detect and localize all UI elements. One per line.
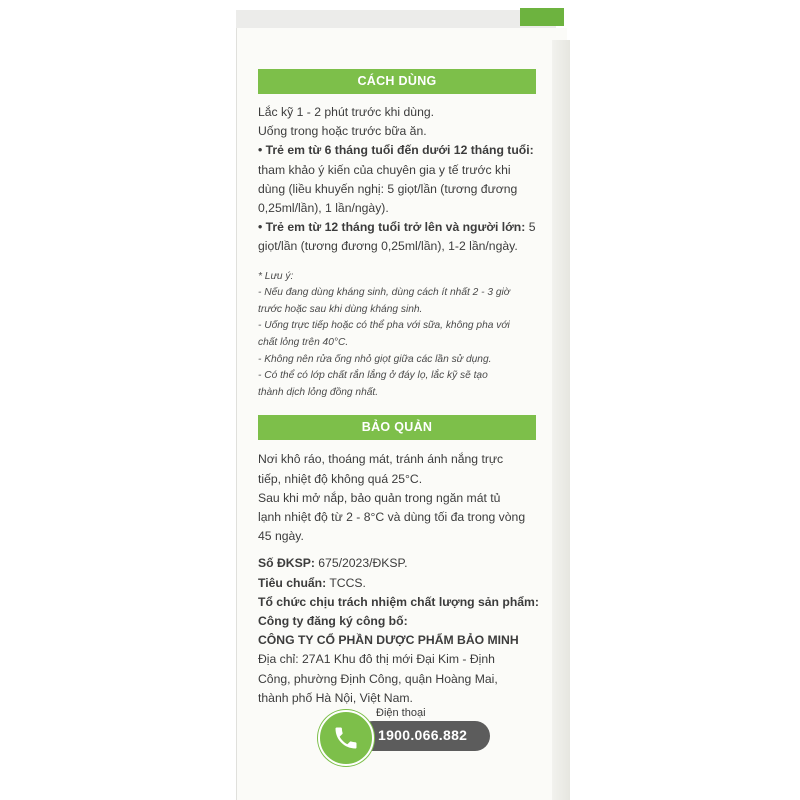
storage-line: Sau khi mở nắp, bảo quản trong ngăn mát tủ bbox=[258, 490, 501, 505]
usage-bullet-line: tham khảo ý kiến của chuyên gia y tế trước khi bbox=[258, 162, 511, 177]
note-line: trước hoặc sau khi dùng kháng sinh. bbox=[258, 303, 423, 315]
address-line: thành phố Hà Nội, Việt Nam. bbox=[258, 690, 413, 705]
note-line: * Lưu ý: bbox=[258, 270, 294, 282]
standard-value: TCCS. bbox=[326, 575, 366, 590]
note-line: - Uống trực tiếp hoặc có thể pha với sữa, không pha với bbox=[258, 320, 510, 332]
note-line: - Có thể có lớp chất rắn lắng ở đáy lọ, lắc kỹ sẽ tạo bbox=[258, 370, 488, 382]
usage-note bbox=[258, 269, 536, 402]
section-header-storage: BẢO QUẢN bbox=[258, 415, 536, 440]
usage-bullet2-head-row bbox=[258, 218, 536, 237]
registrant-label: Công ty đăng ký công bố: bbox=[258, 614, 408, 628]
phone-icon-circle bbox=[318, 710, 374, 766]
dksp-value: 675/2023/ĐKSP. bbox=[314, 556, 408, 571]
product-meta bbox=[258, 554, 539, 708]
usage-bullet-head: • Trẻ em từ 6 tháng tuổi đến dưới 12 tháng tuổi: bbox=[258, 143, 534, 158]
storage-body bbox=[258, 450, 536, 546]
note-line: - Không nên rửa ống nhỏ giọt giữa các lần sử dụng. bbox=[258, 353, 492, 365]
storage-line: Nơi khô ráo, thoáng mát, tránh ánh nắng trực bbox=[258, 452, 504, 467]
company-name: CÔNG TY CỔ PHẦN DƯỢC PHẨM BẢO MINH bbox=[258, 633, 519, 648]
phone-number: 1900.066.882 bbox=[378, 727, 468, 743]
storage-section bbox=[258, 415, 536, 546]
usage-line: Uống trong hoặc trước bữa ăn. bbox=[258, 124, 427, 139]
usage-bullet-line: dùng (liều khuyến nghị: 5 giọt/lần (tương đương bbox=[258, 181, 518, 196]
storage-line: lạnh nhiệt độ từ 2 - 8°C và dùng tối đa trong vòng bbox=[258, 509, 526, 524]
address-line: Công, phường Định Công, quận Hoàng Mai, bbox=[258, 671, 498, 686]
note-line: thành dịch lỏng đồng nhất. bbox=[258, 386, 379, 398]
box-top-green-strip bbox=[520, 8, 564, 26]
label-content bbox=[258, 69, 539, 708]
storage-line: 45 ngày. bbox=[258, 529, 304, 544]
address-line: Địa chỉ: 27A1 Khu đô thị mới Đại Kim - Định bbox=[258, 652, 495, 667]
usage-bullet-head-tail: 5 bbox=[525, 220, 536, 235]
section-header-usage: CÁCH DÙNG bbox=[258, 69, 536, 94]
standard-label: Tiêu chuẩn: bbox=[258, 575, 327, 590]
box-side-edge bbox=[552, 40, 570, 800]
usage-bullet-line: 0,25ml/lần), 1 lần/ngày). bbox=[258, 201, 389, 216]
dksp-row bbox=[258, 554, 536, 573]
usage-body bbox=[258, 103, 536, 257]
storage-line: tiếp, nhiệt độ không quá 25°C. bbox=[258, 471, 423, 486]
phone-label: Điện thoại bbox=[376, 707, 426, 719]
usage-bullet-head: • Trẻ em từ 12 tháng tuổi trở lên và người lớn: bbox=[258, 220, 526, 235]
note-line: - Nếu đang dùng kháng sinh, dùng cách ít nhất 2 - 3 giờ bbox=[258, 287, 510, 299]
phone-badge bbox=[318, 708, 498, 764]
responsible-org: Tổ chức chịu trách nhiệm chất lượng sản phẩm: bbox=[258, 594, 539, 609]
dksp-label: Số ĐKSP: bbox=[258, 556, 315, 571]
usage-bullet-line: giọt/lần (tương đương 0,25ml/lần), 1-2 lần/ngày. bbox=[258, 239, 518, 254]
phone-icon bbox=[332, 724, 360, 752]
usage-line: Lắc kỹ 1 - 2 phút trước khi dùng. bbox=[258, 105, 435, 119]
standard-row bbox=[258, 574, 536, 593]
note-line: chất lỏng trên 40°C. bbox=[258, 337, 349, 348]
